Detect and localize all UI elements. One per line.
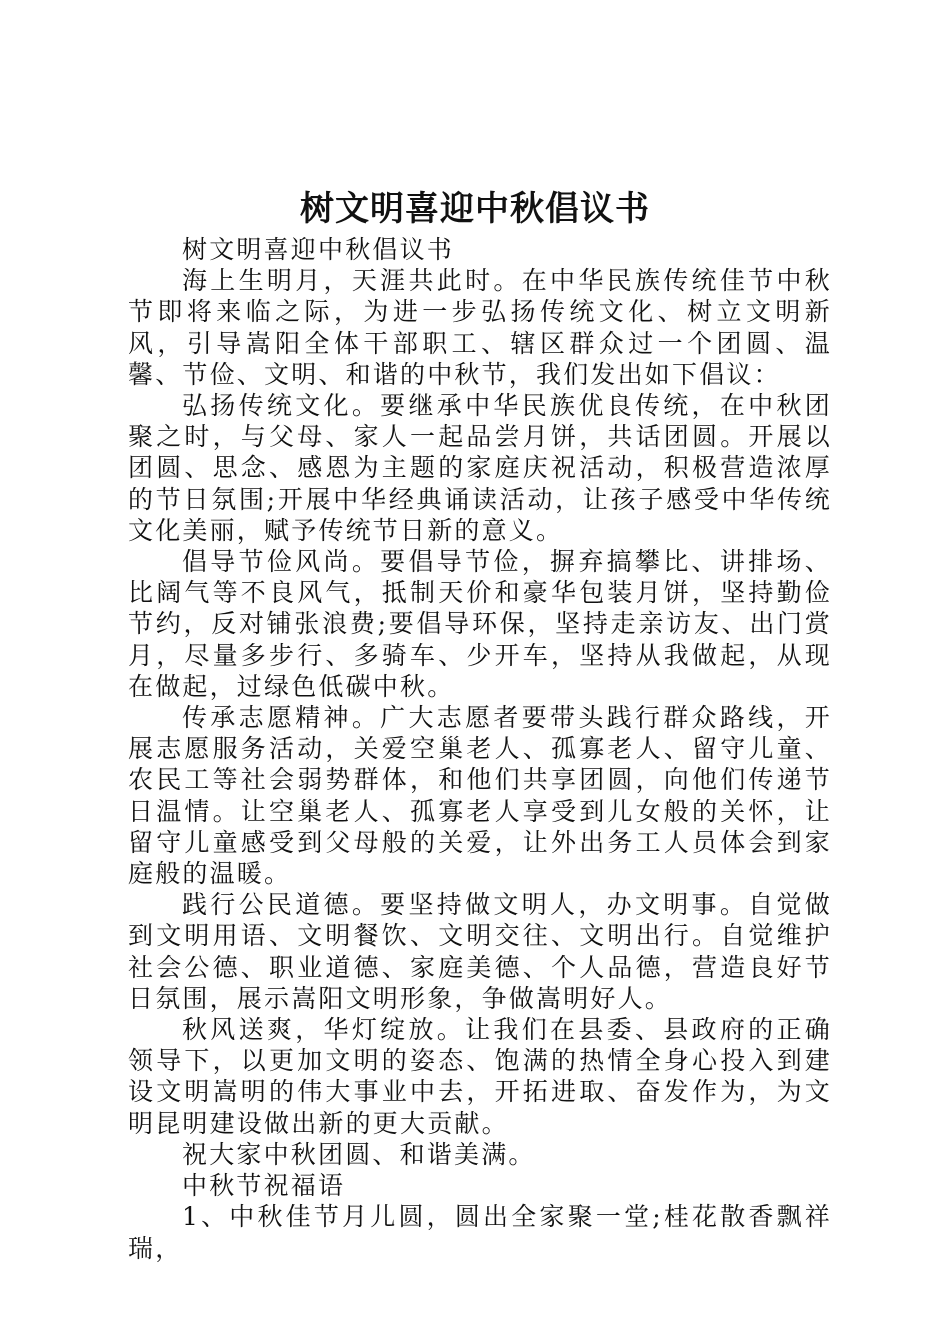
paragraph-morality: 践行公民道德。要坚持做文明人，办文明事。自觉做到文明用语、文明餐饮、文明交往、文明出行。自觉维护社会公德、职业道德、家庭美德、个人品德，营造良好节日氛围，展示嵩阳文明形象，争做嵩明好人。: [128, 890, 832, 1013]
paragraph-volunteer: 传承志愿精神。广大志愿者要带头践行群众路线，开展志愿服务活动，关爱空巢老人、孤寡老人、留守儿童、农民工等社会弱势群体，和他们共享团圆，向他们传递节日温情。让空巢老人、孤寡老人享受到儿女般的关怀，让留守儿童感受到父母般的关爱，让外出务工人员体会到家庭般的温暖。: [128, 703, 832, 889]
paragraph-culture: 弘扬传统文化。要继承中华民族优良传统，在中秋团聚之时，与父母、家人一起品尝月饼，共话团圆。开展以团圆、思念、感恩为主题的家庭庆祝活动，积极营造浓厚的节日氛围;开展中华经典诵读活动，让孩子感受中华传统文化美丽，赋予传统节日新的意义。: [128, 391, 832, 545]
paragraph-wishes: 祝大家中秋团圆、和谐美满。: [182, 1139, 536, 1169]
paragraph-closing: 秋风送爽，华灯绽放。让我们在县委、县政府的正确领导下，以更加文明的姿态、饱满的热情全身心投入到建设文明嵩明的伟大事业中去，开拓进取、奋发作为，为文明昆明建设做出新的更大贡献。: [128, 1015, 832, 1138]
document-title: 树文明喜迎中秋倡议书: [300, 189, 650, 229]
paragraph-thrift: 倡导节俭风尚。要倡导节俭，摒弃搞攀比、讲排场、比阔气等不良风气，抵制天价和豪华包装月饼，坚持勤俭节约，反对铺张浪费;要倡导环保，坚持走亲访友、出门赏月，尽量多步行、多骑车、少开车，坚持从我做起，从现在做起，过绿色低碳中秋。: [128, 547, 832, 701]
paragraph-greetings-heading: 中秋节祝福语: [182, 1171, 346, 1201]
paragraph-intro: 海上生明月，天涯共此时。在中华民族传统佳节中秋节即将来临之际，为进一步弘扬传统文化、树立文明新风，引导嵩阳全体干部职工、辖区群众过一个团圆、温馨、节俭、文明、和谐的中秋节，我们发出如下倡议：: [128, 266, 832, 389]
paragraph-subtitle: 树文明喜迎中秋倡议书: [182, 235, 455, 264]
paragraph-greeting-1: 1、中秋佳节月儿圆，圆出全家聚一堂;桂花散香飘祥瑞，: [128, 1202, 832, 1263]
document-body: [128, 234, 832, 1264]
